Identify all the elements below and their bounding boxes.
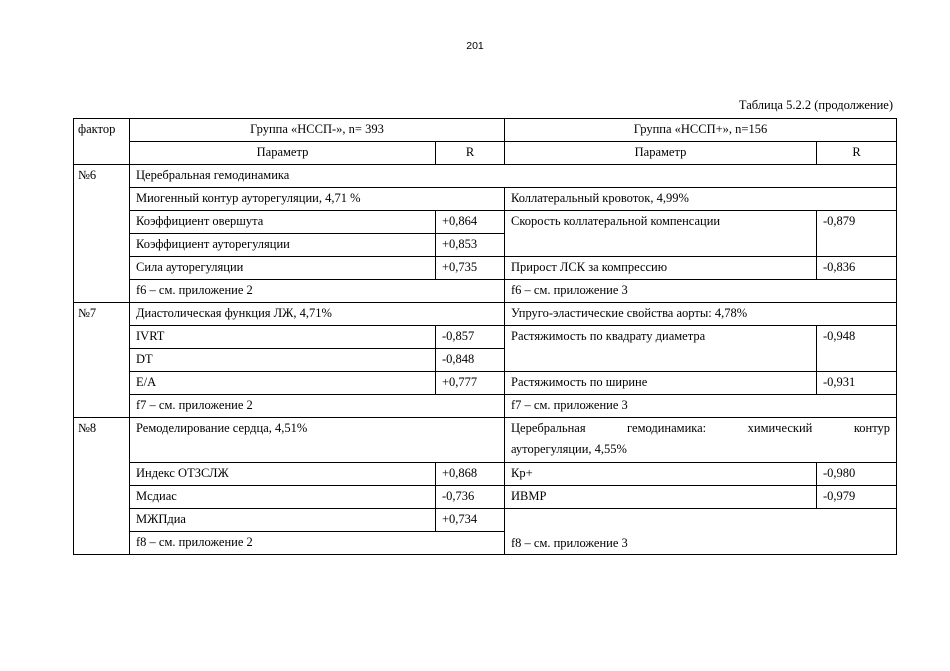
left-param: Индекс ОТЗСЛЖ xyxy=(130,463,436,486)
table-header-row xyxy=(74,119,897,142)
left-param: IVRT xyxy=(130,326,436,349)
header-param-right: Параметр xyxy=(505,142,817,165)
header-r-right: R xyxy=(817,142,897,165)
left-param: Мсдиас xyxy=(130,486,436,509)
left-block-title: Диастолическая функция ЛЖ, 4,71% xyxy=(130,303,505,326)
right-param: Прирост ЛСК за компрессию xyxy=(505,257,817,280)
left-param: МЖПдиа xyxy=(130,509,436,532)
table-subheader-row xyxy=(74,142,897,165)
right-r: -0,836 xyxy=(817,257,897,280)
table-row xyxy=(74,326,897,349)
right-param: Растяжимость по квадрату диаметра xyxy=(505,326,817,372)
right-r: -0,980 xyxy=(817,463,897,486)
left-note: f7 – см. приложение 2 xyxy=(130,395,505,418)
left-param: Коэффициент овершута xyxy=(130,211,436,234)
right-block-title: Упруго-эластические свойства аорты: 4,78% xyxy=(505,303,897,326)
right-param: ИВМР xyxy=(505,486,817,509)
table-row xyxy=(74,165,897,188)
right-block-title-line2: ауторегуляции, 4,55% xyxy=(511,442,627,456)
header-param-left: Параметр xyxy=(130,142,436,165)
left-param: Сила ауторегуляции xyxy=(130,257,436,280)
right-r: -0,979 xyxy=(817,486,897,509)
table-row xyxy=(74,211,897,234)
table-row xyxy=(74,257,897,280)
left-block-title: Миогенный контур ауторегуляции, 4,71 % xyxy=(130,188,505,211)
left-r: +0,735 xyxy=(436,257,505,280)
right-r: -0,879 xyxy=(817,211,897,257)
correlation-table xyxy=(73,118,897,555)
left-r: +0,853 xyxy=(436,234,505,257)
right-block-title: Коллатеральный кровоток, 4,99% xyxy=(505,188,897,211)
page-number: 201 xyxy=(466,40,484,52)
table-row xyxy=(74,418,897,463)
header-group-plus: Группа «НССП+», n=156 xyxy=(505,119,897,142)
left-r: +0,864 xyxy=(436,211,505,234)
left-r: -0,857 xyxy=(436,326,505,349)
table-row xyxy=(74,303,897,326)
left-note: f6 – см. приложение 2 xyxy=(130,280,505,303)
right-param: Растяжимость по ширине xyxy=(505,372,817,395)
table-caption: Таблица 5.2.2 (продолжение) xyxy=(738,98,893,112)
left-r: +0,868 xyxy=(436,463,505,486)
header-group-minus: Группа «НССП-», n= 393 xyxy=(130,119,505,142)
table-row xyxy=(74,463,897,486)
table-row xyxy=(74,280,897,303)
factor-id: №8 xyxy=(74,418,130,555)
left-r: +0,777 xyxy=(436,372,505,395)
right-block-title-line1: Церебральная гемодинамика: химический контур xyxy=(511,421,890,435)
header-r-left: R xyxy=(436,142,505,165)
table-row xyxy=(74,509,897,532)
left-r: -0,848 xyxy=(436,349,505,372)
table-row xyxy=(74,188,897,211)
table-row xyxy=(74,486,897,509)
left-block-title: Ремоделирование сердца, 4,51% xyxy=(130,418,505,463)
left-param: E/A xyxy=(130,372,436,395)
left-note: f8 – см. приложение 2 xyxy=(130,532,505,555)
table-row xyxy=(74,395,897,418)
factor-id: №6 xyxy=(74,165,130,303)
section-title: Церебральная гемодинамика xyxy=(130,165,897,188)
header-factor: фактор xyxy=(74,119,130,165)
right-param: Кр+ xyxy=(505,463,817,486)
right-r: -0,931 xyxy=(817,372,897,395)
left-param: Коэффициент ауторегуляции xyxy=(130,234,436,257)
table-row xyxy=(74,372,897,395)
right-note: f6 – см. приложение 3 xyxy=(505,280,897,303)
right-note: f7 – см. приложение 3 xyxy=(505,395,897,418)
right-block-title xyxy=(505,418,897,463)
factor-id: №7 xyxy=(74,303,130,418)
right-note: f8 – см. приложение 3 xyxy=(505,509,897,555)
left-r: -0,736 xyxy=(436,486,505,509)
left-r: +0,734 xyxy=(436,509,505,532)
right-param: Скорость коллатеральной компенсации xyxy=(505,211,817,257)
right-r: -0,948 xyxy=(817,326,897,372)
left-param: DT xyxy=(130,349,436,372)
